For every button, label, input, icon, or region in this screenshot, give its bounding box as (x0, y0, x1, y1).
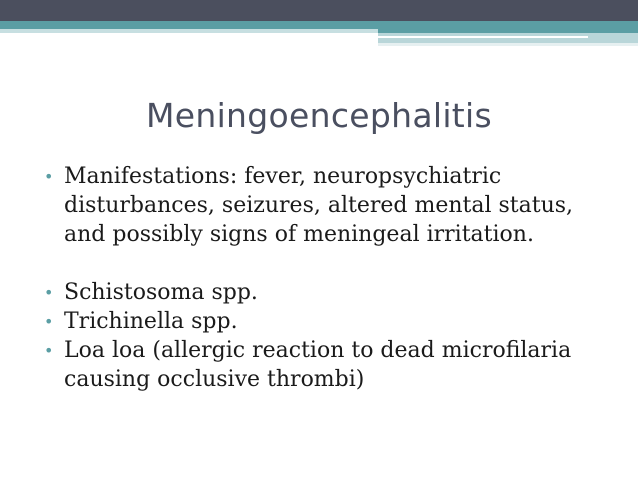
slide-title: Meningoencephalitis (146, 96, 492, 135)
header-band-dark (0, 0, 638, 21)
header-band-light-right (378, 33, 638, 43)
bullet-text: Trichinella spp. (64, 309, 238, 334)
bullet-spacer (44, 249, 604, 278)
bullet-item-trichinella (44, 307, 604, 336)
bullet-text: Schistosoma spp. (64, 280, 258, 305)
bullet-icon: • (44, 312, 54, 331)
bullet-text: Loa loa (allergic reaction to dead microfilaria causing occlusive thrombi) (64, 338, 572, 392)
header-band-fade (378, 43, 638, 46)
header-band-teal-left (0, 21, 378, 29)
bullet-icon: • (44, 341, 54, 360)
bullet-icon: • (44, 283, 54, 302)
bullet-item-schistosoma (44, 278, 604, 307)
bullet-text: Manifestations: fever, neuropsychiatric disturbances, seizures, altered mental status, and possibly signs of meningeal irritation. (64, 164, 574, 247)
bullet-item-manifestations (44, 162, 604, 249)
bullet-list (44, 162, 604, 394)
bullet-item-loa-loa (44, 336, 604, 394)
bullet-icon: • (44, 167, 54, 186)
header-band-teal-right (378, 21, 638, 33)
header-band-white-line (378, 36, 588, 38)
header-band-light-left (0, 29, 378, 33)
